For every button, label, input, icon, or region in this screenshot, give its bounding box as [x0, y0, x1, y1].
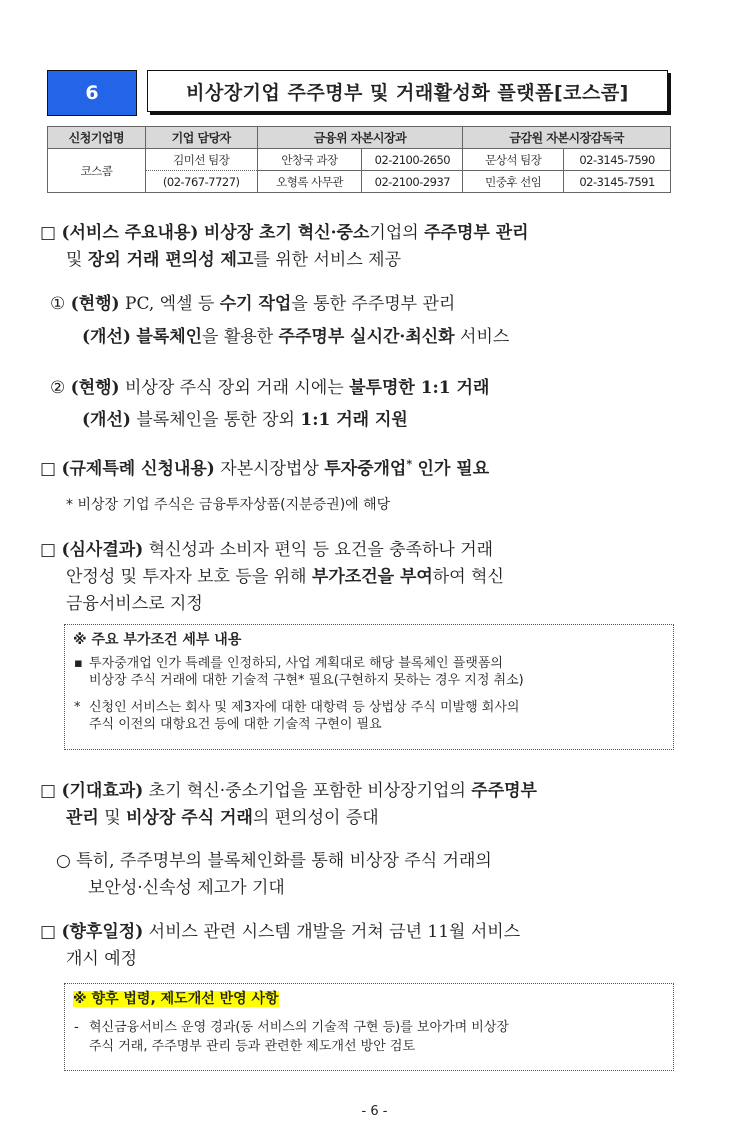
item-text: 수기 작업 — [219, 294, 292, 314]
special-footnote: * 비상장 기업 주식은 금융투자상품(지분증권)에 해당 — [66, 497, 391, 513]
improved-label: (개선) — [82, 410, 131, 430]
footnote-marker: * — [406, 457, 413, 471]
checkbox-symbol: □ — [40, 781, 57, 801]
condition-item — [65, 655, 673, 689]
page-number: - 6 - — [361, 1104, 388, 1119]
item-text: PC, 엑셀 등 — [125, 294, 215, 314]
service-text: 비상장 초기 혁신·중소 — [203, 223, 370, 243]
table-row — [48, 149, 671, 171]
company-name: 코스콤 — [48, 149, 146, 193]
effect-label: (기대효과) — [61, 781, 144, 801]
fss-phone-2: 02-3145-7591 — [564, 171, 671, 193]
condition-text: 주식 이전의 대항요건 등에 대한 기술적 구현이 필요 — [89, 717, 382, 732]
fss-name-2: 민중후 선임 — [463, 171, 564, 193]
item-text: 서비스 — [460, 327, 510, 347]
fss-name-1: 문상석 팀장 — [463, 149, 564, 171]
effect-line-1 — [40, 776, 537, 801]
review-text: 하여 혁신 — [432, 567, 504, 587]
item1-current — [50, 289, 455, 314]
col-header-fsc: 금융위 자본시장과 — [257, 127, 463, 149]
fsc-name-2: 오형록 사무관 — [257, 171, 362, 193]
section-number: 6 — [47, 70, 137, 116]
future-item — [65, 1018, 673, 1056]
effect-text: 및 — [104, 808, 121, 828]
service-line-1 — [40, 218, 529, 243]
special-text: 인가 필요 — [417, 459, 490, 479]
section-header — [47, 70, 670, 116]
table-header-row — [48, 127, 671, 149]
contact-table — [47, 126, 671, 193]
review-label: (심사결과) — [61, 540, 144, 560]
effect-text: 의 편의성이 증대 — [252, 808, 379, 828]
service-text: 장외 거래 편의성 제고 — [87, 250, 254, 270]
improved-label: (개선) — [82, 327, 131, 347]
checkbox-symbol: □ — [40, 922, 57, 942]
effect-sub-1 — [56, 846, 492, 871]
review-line-2 — [66, 562, 504, 587]
effect-line-2 — [66, 803, 379, 828]
review-text: 혁신성과 소비자 편익 등 요건을 충족하나 거래 — [148, 540, 494, 560]
effect-text: 비상장 주식 거래 — [126, 808, 253, 828]
col-header-contact: 기업 담당자 — [145, 127, 257, 149]
special-label: (규제특례 신청내용) — [61, 459, 215, 479]
item-text: 블록체인 — [136, 327, 203, 347]
checkbox-symbol: □ — [40, 540, 57, 560]
fsc-phone-1: 02-2100-2650 — [362, 149, 463, 171]
checkbox-symbol: □ — [40, 223, 57, 243]
col-header-company: 신청기업명 — [48, 127, 146, 149]
section-title: 비상장기업 주주명부 및 거래활성화 플랫폼[코스콤] — [147, 70, 668, 112]
item-text: 을 통한 주주명부 관리 — [291, 294, 456, 314]
item-number: ① — [50, 294, 66, 314]
current-label: (현행) — [70, 378, 120, 398]
special-line — [40, 454, 489, 479]
future-title — [65, 984, 673, 1012]
conditions-box — [64, 624, 674, 750]
service-text: 주주명부 관리 — [424, 223, 529, 243]
fsc-name-1: 안창국 과장 — [257, 149, 362, 171]
condition-text: 투자중개업 인가 특례를 인정하되, 사업 계획대로 해당 블록체인 플랫폼의 — [89, 656, 503, 671]
service-text: 및 — [66, 250, 83, 270]
item-text: 1:1 거래 지원 — [300, 410, 408, 430]
review-text: 부가조건을 부여 — [311, 567, 433, 587]
condition-text: 비상장 주식 거래에 대한 기술적 구현* 필요(구현하지 못하는 경우 지정 취소) — [89, 673, 524, 688]
future-text: 주식 거래, 주주명부 관리 등과 관련한 제도개선 방안 검토 — [89, 1039, 416, 1054]
effect-text: 주주명부 — [471, 781, 537, 801]
service-label: (서비스 주요내용) — [61, 223, 199, 243]
effect-sub-2: 보안성·신속성 제고가 기대 — [88, 878, 285, 898]
future-title-text: ※ 향후 법령, 제도개선 반영 사항 — [73, 991, 279, 1007]
effect-text: 초기 혁신·중소기업을 포함한 비상장기업의 — [148, 781, 466, 801]
contact-phone: (02-767-7727) — [145, 171, 257, 193]
effect-text: 관리 — [66, 808, 99, 828]
schedule-line-1 — [40, 917, 520, 942]
future-text: 혁신금융서비스 운영 경과(동 서비스의 기술적 구현 등)를 보아가며 비상장 — [89, 1020, 509, 1035]
item2-current — [50, 373, 489, 398]
fsc-phone-2: 02-2100-2937 — [362, 171, 463, 193]
item-text: 주주명부 실시간·최신화 — [278, 327, 455, 347]
item-text: 을 활용한 — [202, 327, 274, 347]
service-line-2 — [66, 245, 401, 270]
item-text: 불투명한 1:1 거래 — [349, 378, 490, 398]
review-line-1 — [40, 535, 493, 560]
effect-sub-text: 특히, 주주명부의 블록체인화를 통해 비상장 주식 거래의 — [76, 851, 492, 871]
special-text: 투자중개업 — [324, 459, 407, 479]
fss-phone-1: 02-3145-7590 — [564, 149, 671, 171]
future-box — [64, 983, 674, 1071]
schedule-text: 서비스 관련 시스템 개발을 거쳐 금년 11월 서비스 — [148, 922, 521, 942]
service-text: 를 위한 서비스 제공 — [253, 250, 401, 270]
circle-bullet-icon: ○ — [56, 851, 71, 871]
special-text: 자본시장법상 — [220, 459, 319, 479]
schedule-label: (향후일정) — [61, 922, 144, 942]
checkbox-symbol: □ — [40, 459, 57, 479]
item-text: 블록체인을 통한 장외 — [136, 410, 295, 430]
col-header-fss: 금감원 자본시장감독국 — [463, 127, 671, 149]
service-text: 기업의 — [369, 223, 419, 243]
item1-improved — [82, 322, 509, 347]
dash-icon: - — [74, 1020, 79, 1035]
asterisk-icon: * — [74, 700, 81, 715]
condition-text: 신청인 서비스는 회사 및 제3자에 대한 대항력 등 상법상 주식 미발행 회사의 — [89, 700, 520, 715]
review-line-3: 금융서비스로 지정 — [66, 594, 203, 614]
condition-note — [65, 699, 673, 733]
item-text: 비상장 주식 장외 거래 시에는 — [125, 378, 344, 398]
bullet-icon: ▪ — [74, 656, 83, 671]
current-label: (현행) — [70, 294, 120, 314]
item-number: ② — [50, 378, 66, 398]
conditions-title: ※ 주요 부가조건 세부 내용 — [73, 632, 242, 648]
review-text: 안정성 및 투자자 보호 등을 위해 — [66, 567, 307, 587]
schedule-line-2: 개시 예정 — [66, 949, 138, 969]
item2-improved — [82, 405, 408, 430]
contact-name: 김미선 팀장 — [145, 149, 257, 171]
